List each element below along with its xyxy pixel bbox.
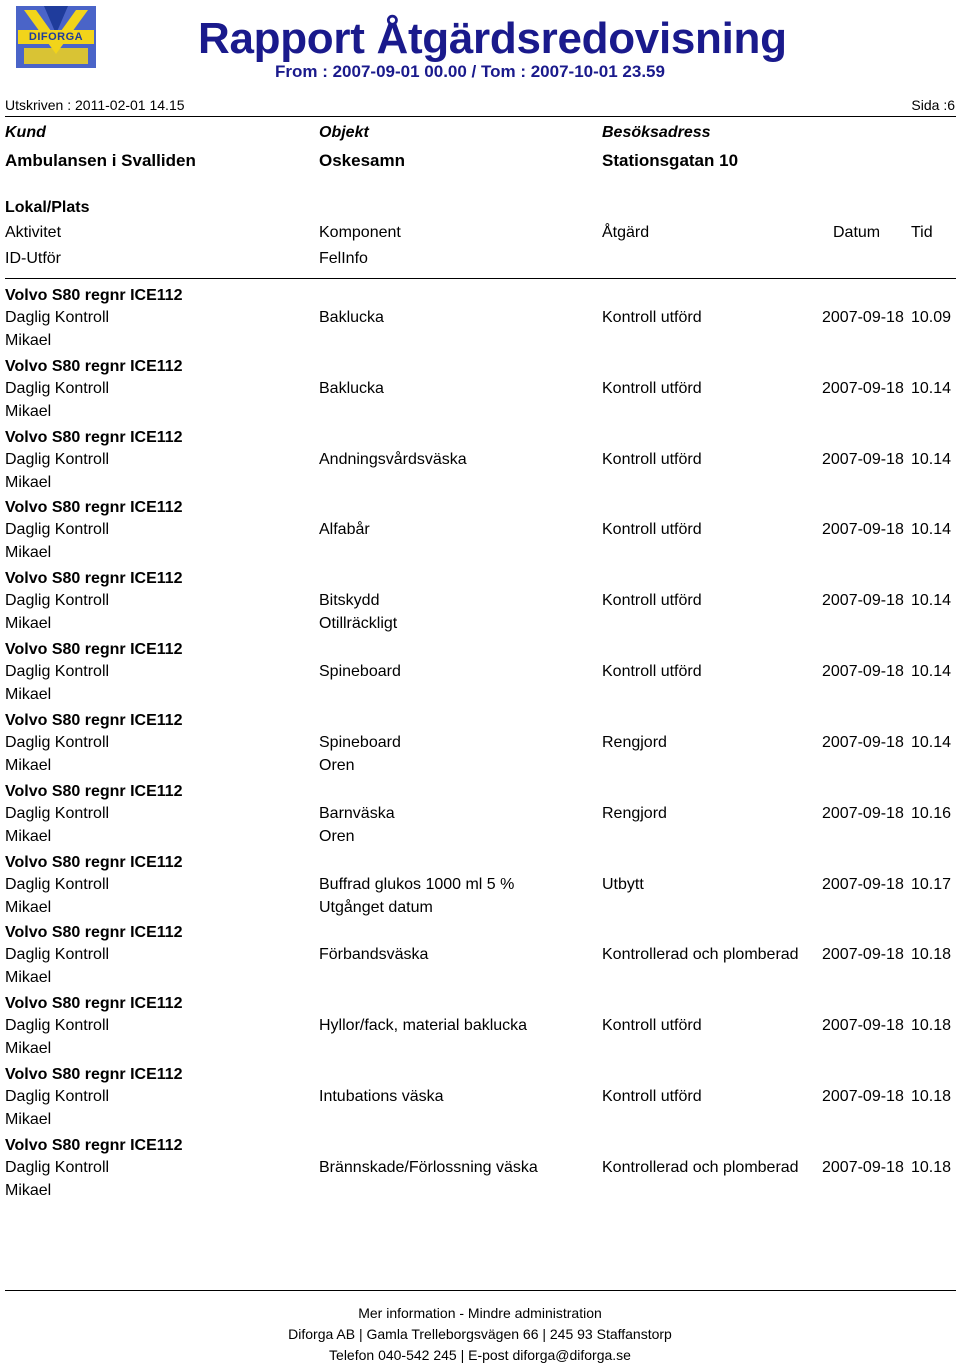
record-activity: Daglig Kontroll [5, 379, 110, 397]
record-date: 2007-09-18 [822, 450, 904, 468]
record-performer: Mikael [5, 1181, 52, 1199]
record-performer: Mikael [5, 402, 52, 420]
record-activity: Daglig Kontroll [5, 592, 110, 610]
record-performer: Mikael [5, 473, 52, 491]
record-component: Förbandsväska [319, 946, 429, 964]
record-date: 2007-09-18 [822, 875, 904, 893]
column-header-component: Komponent [319, 224, 401, 241]
record-fault-info: Utgånget datum [319, 898, 433, 916]
record-performer: Mikael [5, 756, 52, 774]
record-time: 10.14 [911, 663, 952, 681]
record-time: 10.14 [911, 379, 952, 397]
column-header-id-performer: ID-Utför [5, 250, 61, 267]
record-vehicle: Volvo S80 regnr ICE112 [5, 1136, 183, 1154]
record-component: Spineboard [319, 663, 401, 681]
record-component: Andningsvårdsväska [319, 450, 467, 468]
diforga-logo [14, 4, 98, 70]
record-vehicle: Volvo S80 regnr ICE112 [5, 711, 183, 729]
record-row [0, 358, 960, 428]
record-time: 10.14 [911, 733, 952, 751]
record-activity: Daglig Kontroll [5, 1158, 110, 1176]
record-vehicle: Volvo S80 regnr ICE112 [5, 782, 183, 800]
record-action: Kontroll utförd [602, 1017, 702, 1035]
record-fault-info: Oren [319, 756, 355, 774]
logo-text: DIFORGA [28, 31, 84, 43]
record-time: 10.14 [911, 521, 952, 539]
record-vehicle: Volvo S80 regnr ICE112 [5, 570, 183, 588]
record-date: 2007-09-18 [822, 1158, 904, 1176]
record-time: 10.14 [911, 592, 952, 610]
record-date: 2007-09-18 [822, 946, 904, 964]
record-row [0, 995, 960, 1065]
record-vehicle: Volvo S80 regnr ICE112 [5, 924, 183, 942]
record-performer: Mikael [5, 544, 52, 562]
record-row [0, 1137, 960, 1207]
record-component: Barnväska [319, 804, 395, 822]
record-performer: Mikael [5, 1111, 52, 1129]
address-label: Besöksadress [602, 124, 711, 141]
record-activity: Daglig Kontroll [5, 663, 110, 681]
record-vehicle: Volvo S80 regnr ICE112 [5, 499, 183, 517]
record-date: 2007-09-18 [822, 663, 904, 681]
record-time: 10.18 [911, 1158, 952, 1176]
record-date: 2007-09-18 [822, 1088, 904, 1106]
record-activity: Daglig Kontroll [5, 733, 110, 751]
record-performer: Mikael [5, 898, 52, 916]
record-component: Bitskydd [319, 592, 380, 610]
record-time: 10.18 [911, 1088, 952, 1106]
record-component: Hyllor/fack, material baklucka [319, 1017, 528, 1035]
record-activity: Daglig Kontroll [5, 450, 110, 468]
record-action: Rengjord [602, 733, 667, 751]
footer-contact: Telefon 040-542 245 | E-post diforga@diforga.se [329, 1347, 631, 1363]
object-label: Objekt [319, 124, 369, 141]
record-date: 2007-09-18 [822, 1017, 904, 1035]
header-divider [5, 116, 956, 117]
record-time: 10.18 [911, 1017, 952, 1035]
customer-label: Kund [5, 124, 46, 141]
page-number: Sida :6 [911, 97, 955, 113]
record-performer: Mikael [5, 686, 52, 704]
record-performer: Mikael [5, 332, 52, 349]
record-time: 10.18 [911, 946, 952, 964]
report-title: Rapport Åtgärdsredovisning [198, 14, 787, 63]
record-component: Buffrad glukos 1000 ml 5 % [319, 875, 515, 893]
record-activity: Daglig Kontroll [5, 309, 110, 326]
record-action: Kontroll utförd [602, 663, 702, 681]
record-activity: Daglig Kontroll [5, 521, 110, 539]
record-activity: Daglig Kontroll [5, 804, 110, 822]
footer-divider [5, 1290, 956, 1291]
record-date: 2007-09-18 [822, 733, 904, 751]
column-header-time: Tid [911, 224, 933, 241]
record-time: 10.17 [911, 875, 952, 893]
record-row [0, 712, 960, 782]
visit-address: Stationsgatan 10 [602, 151, 739, 170]
record-row [0, 783, 960, 853]
record-date: 2007-09-18 [822, 379, 904, 397]
columns-divider [5, 278, 956, 279]
column-header-fault-info: FelInfo [319, 250, 368, 267]
record-performer: Mikael [5, 969, 52, 987]
record-action: Rengjord [602, 804, 667, 822]
record-action: Kontrollerad och plomberad [602, 946, 799, 964]
record-time: 10.09 [911, 309, 952, 326]
record-row [0, 287, 960, 357]
record-component: Brännskade/Förlossning väska [319, 1158, 538, 1176]
record-performer: Mikael [5, 1040, 52, 1058]
record-vehicle: Volvo S80 regnr ICE112 [5, 995, 183, 1013]
record-row [0, 499, 960, 569]
column-header-date: Datum [833, 224, 881, 241]
record-vehicle: Volvo S80 regnr ICE112 [5, 287, 183, 304]
customer-name: Ambulansen i Svalliden [5, 151, 196, 170]
column-header-action: Åtgärd [602, 224, 650, 241]
record-row [0, 924, 960, 994]
record-row [0, 570, 960, 640]
record-vehicle: Volvo S80 regnr ICE112 [5, 641, 183, 659]
printed-timestamp: Utskriven : 2011-02-01 14.15 [5, 97, 185, 113]
record-action: Kontrollerad och plomberad [602, 1158, 799, 1176]
record-action: Kontroll utförd [602, 592, 702, 610]
object-name: Oskesamn [319, 151, 405, 170]
record-component: Spineboard [319, 733, 401, 751]
record-time: 10.14 [911, 450, 952, 468]
date-range: From : 2007-09-01 00.00 / Tom : 2007-10-01 23.59 [275, 62, 665, 81]
record-vehicle: Volvo S80 regnr ICE112 [5, 853, 183, 871]
record-component: Baklucka [319, 379, 384, 397]
record-row [0, 641, 960, 711]
record-component: Alfabår [319, 521, 370, 539]
record-action: Kontroll utförd [602, 379, 702, 397]
record-action: Utbytt [602, 875, 644, 893]
record-component: Intubations väska [319, 1088, 444, 1106]
record-component: Baklucka [319, 309, 384, 326]
record-date: 2007-09-18 [822, 521, 904, 539]
record-vehicle: Volvo S80 regnr ICE112 [5, 357, 183, 375]
record-vehicle: Volvo S80 regnr ICE112 [5, 428, 183, 446]
record-activity: Daglig Kontroll [5, 875, 110, 893]
record-row [0, 1066, 960, 1136]
record-fault-info: Otillräckligt [319, 615, 398, 633]
record-fault-info: Oren [319, 827, 355, 845]
record-action: Kontroll utförd [602, 521, 702, 539]
footer-slogan: Mer information - Mindre administration [358, 1305, 602, 1321]
record-action: Kontroll utförd [602, 450, 702, 468]
record-activity: Daglig Kontroll [5, 1088, 110, 1106]
column-header-location: Lokal/Plats [5, 199, 90, 216]
record-date: 2007-09-18 [822, 804, 904, 822]
footer-address: Diforga AB | Gamla Trelleborgsvägen 66 | 245 93 Staffanstorp [288, 1326, 672, 1342]
record-action: Kontroll utförd [602, 309, 702, 326]
record-activity: Daglig Kontroll [5, 946, 110, 964]
column-header-activity: Aktivitet [5, 224, 62, 241]
record-activity: Daglig Kontroll [5, 1017, 110, 1035]
record-row [0, 854, 960, 924]
record-action: Kontroll utförd [602, 1088, 702, 1106]
record-performer: Mikael [5, 827, 52, 845]
record-date: 2007-09-18 [822, 592, 904, 610]
record-performer: Mikael [5, 615, 52, 633]
record-row [0, 429, 960, 499]
record-time: 10.16 [911, 804, 952, 822]
record-vehicle: Volvo S80 regnr ICE112 [5, 1066, 183, 1084]
record-date: 2007-09-18 [822, 309, 904, 326]
